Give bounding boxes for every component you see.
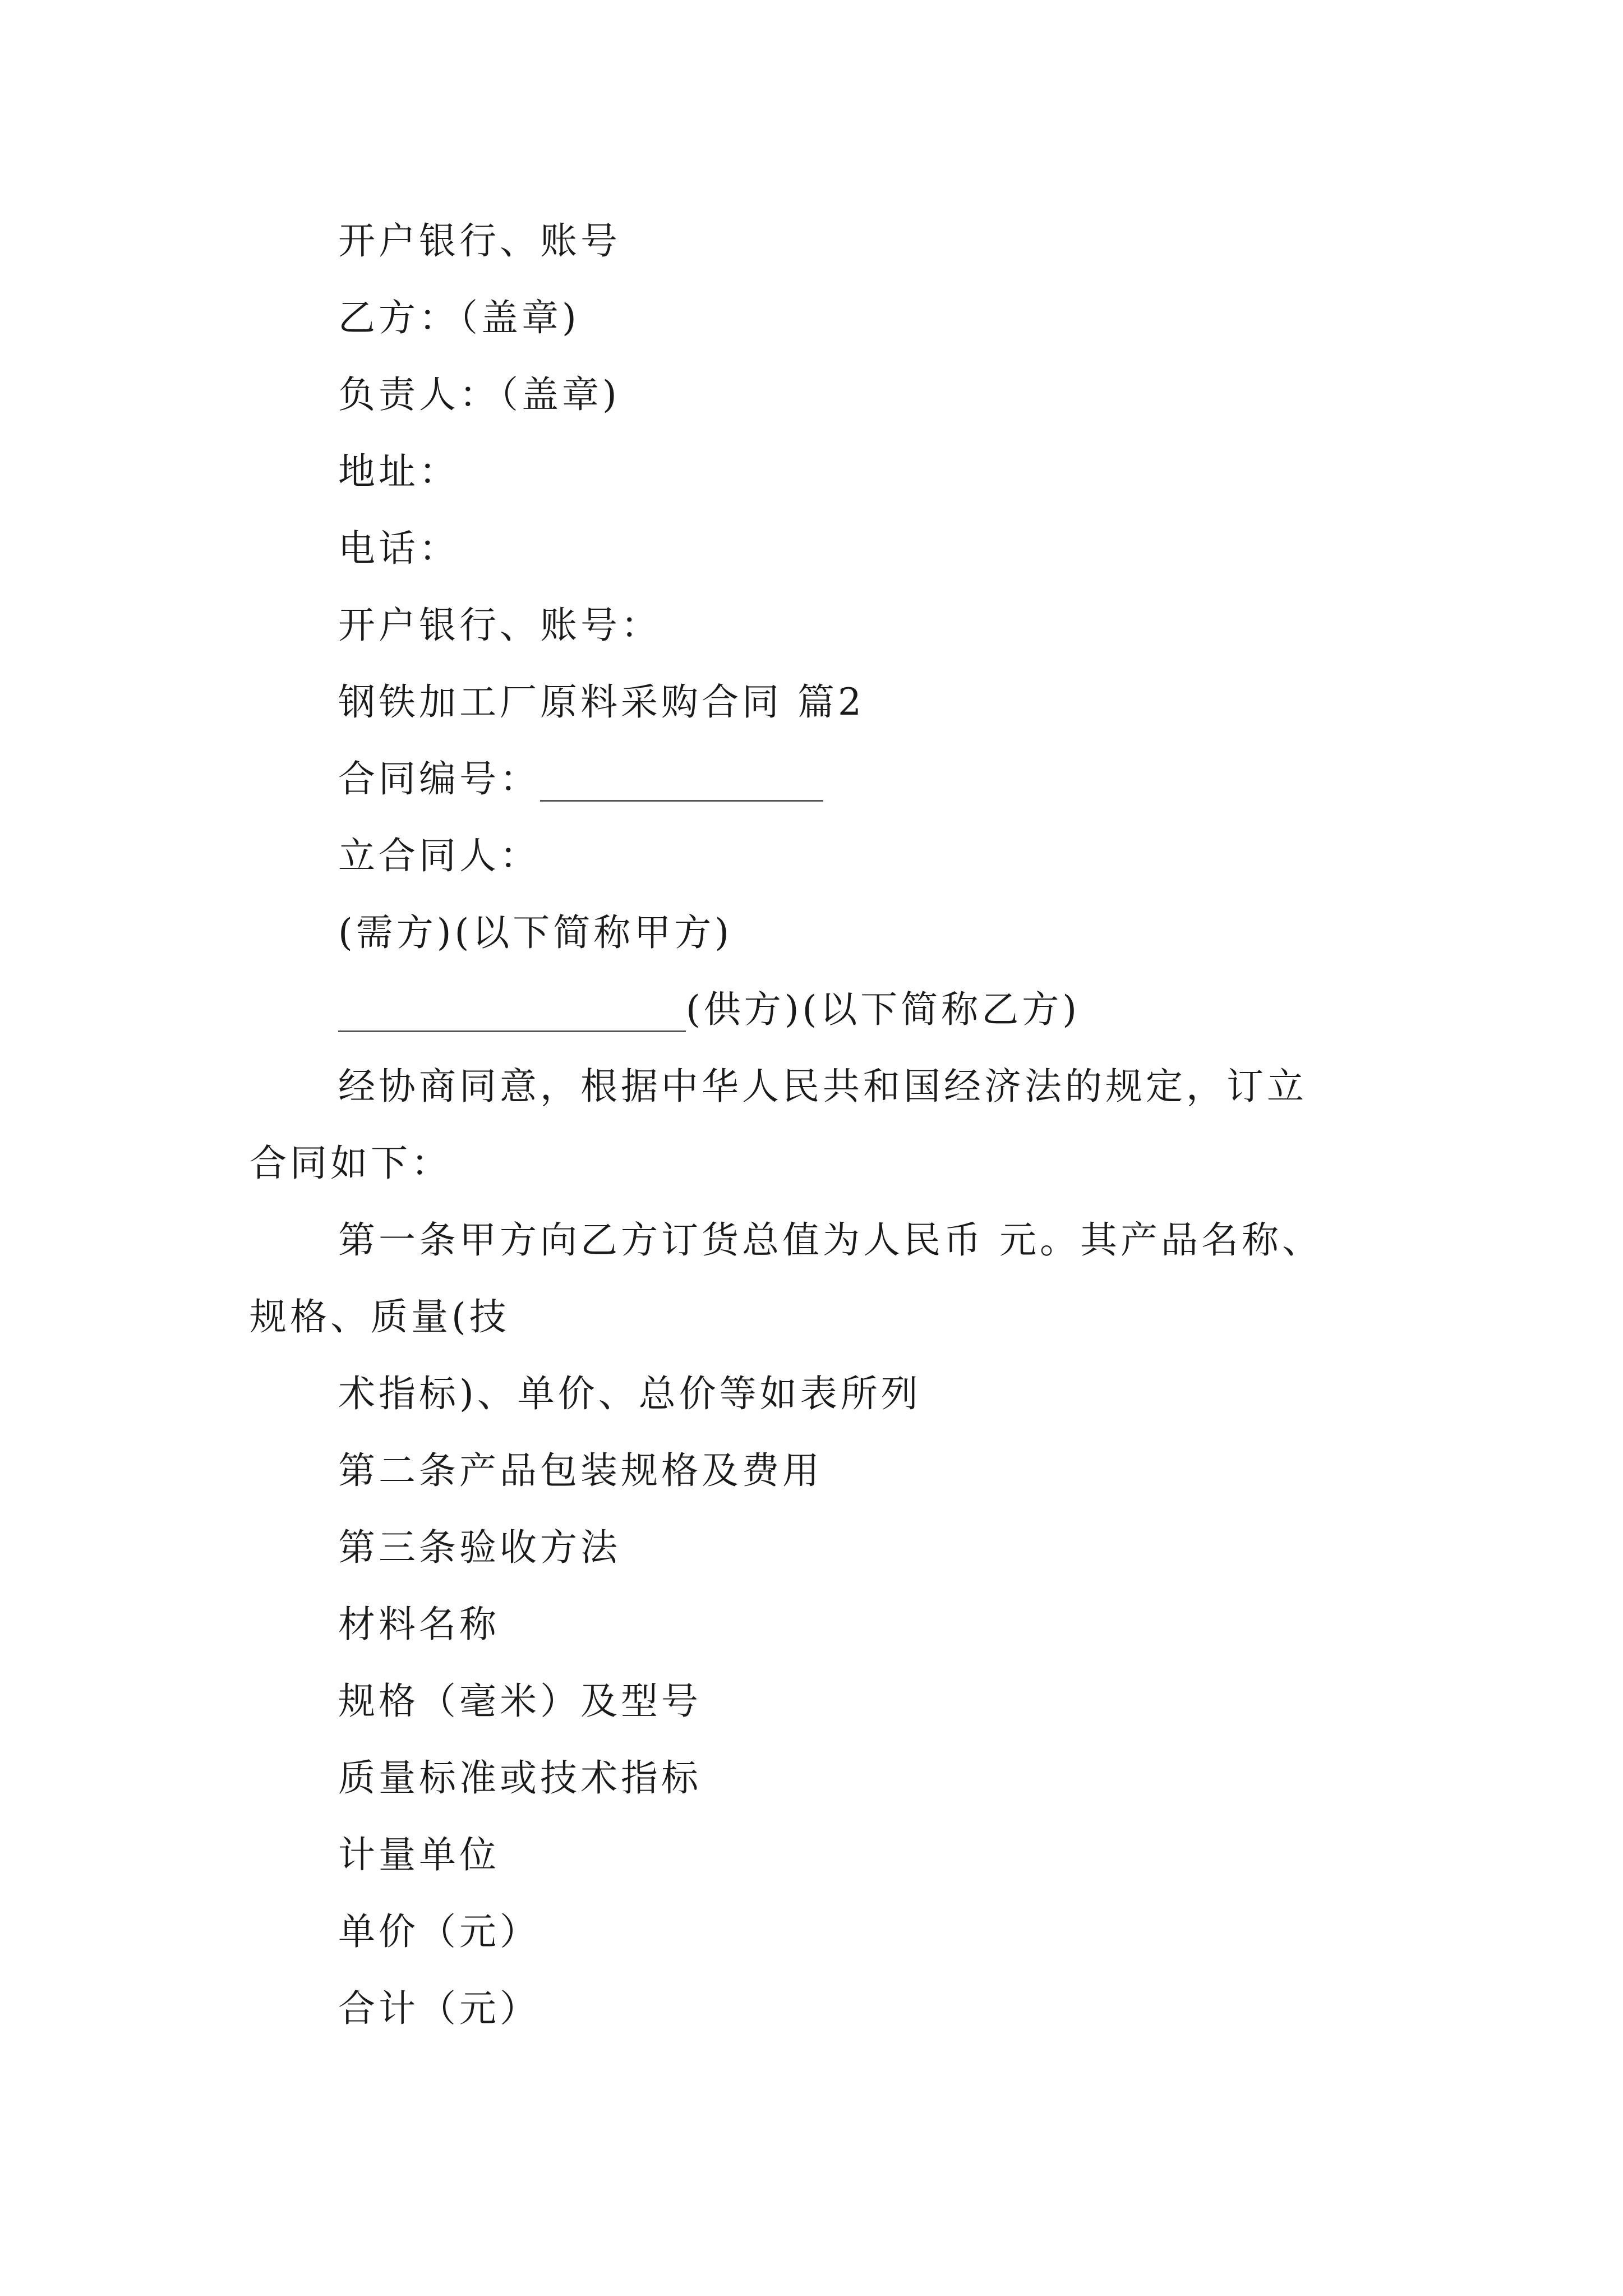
phone-line: 电话： <box>338 527 459 570</box>
contract-title: 钢铁加工厂原料采购合同 篇2 <box>338 680 865 724</box>
bank-account-line: 开户银行、账号 <box>338 219 621 263</box>
contracting-parties-line: 立合同人： <box>338 834 540 877</box>
article-three-line: 第三条验收方法 <box>338 1526 621 1569</box>
buyer-line: (需方)(以下简称甲方) <box>338 911 732 954</box>
spec-model-line: 规格（毫米）及型号 <box>338 1680 702 1723</box>
contract-number-label: 合同编号： <box>338 757 540 800</box>
contract-number-row <box>338 757 823 802</box>
article-one-line-2: 规格、质量(技 <box>250 1295 510 1338</box>
supplier-row <box>338 987 1080 1032</box>
party-b-seal-line: 乙方：（盖章) <box>338 296 580 339</box>
article-two-line: 第二条产品包装规格及费用 <box>338 1449 823 1492</box>
contract-number-blank <box>540 766 823 802</box>
article-one-line-1: 第一条甲方向乙方订货总值为人民币 元。其产品名称、 <box>338 1218 1322 1262</box>
bank-account-line-2: 开户银行、账号： <box>338 604 661 647</box>
agreement-paragraph-line-2: 合同如下： <box>250 1142 451 1185</box>
agreement-paragraph-line-1: 经协商同意，根据中华人民共和国经济法的规定，订立 <box>338 1065 1307 1108</box>
article-one-line-3: 术指标)、单价、总价等如表所列 <box>338 1372 921 1415</box>
quality-standard-line: 质量标准或技术指标 <box>338 1756 702 1800</box>
supplier-blank <box>338 997 686 1032</box>
unit-line: 计量单位 <box>338 1833 500 1876</box>
total-line: 合计（元） <box>338 1987 540 2030</box>
material-name-line: 材料名称 <box>338 1603 500 1646</box>
unit-price-line: 单价（元） <box>338 1910 540 1953</box>
responsible-person-line: 负责人：（盖章) <box>338 373 620 416</box>
address-line: 地址： <box>338 450 459 493</box>
supplier-label: (供方)(以下简称乙方) <box>686 988 1080 1031</box>
